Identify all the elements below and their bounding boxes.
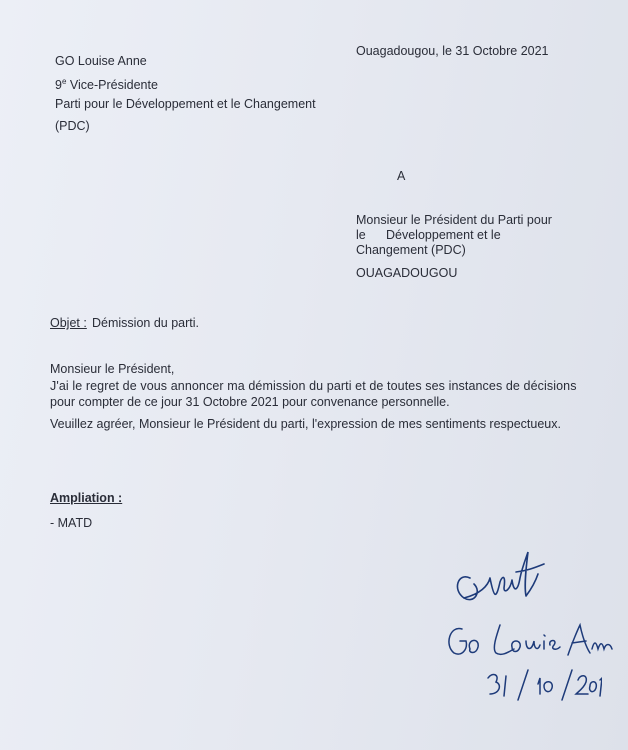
salutation: Monsieur le Président,	[50, 362, 175, 376]
signature-scribble	[440, 538, 560, 618]
body-paragraph-2: Veuillez agréer, Monsieur le Président du parti, l'expression de mes sentiments respectueux.	[50, 417, 561, 431]
recipient-line2a: le	[356, 228, 366, 242]
ampliation-label: Ampliation :	[50, 491, 123, 505]
recipient-line3: Changement (PDC)	[356, 243, 466, 257]
body-paragraph-1-line-1: J'ai le regret de vous annoncer ma démission du parti et de toutes ses instances de décisions	[50, 379, 577, 393]
sender-party: Parti pour le Développement et le Changement	[55, 97, 316, 111]
subject-label: Objet :	[50, 316, 87, 330]
place-date: Ouagadougou, le 31 Octobre 2021	[356, 44, 549, 58]
sender-name: GO Louise Anne	[55, 54, 147, 68]
recipient-city: OUAGADOUGOU	[356, 266, 458, 280]
recipient-line2b: Développement et le	[386, 228, 501, 242]
recipient-line1: Monsieur le Président du Parti pour	[356, 213, 552, 227]
handwritten-date	[482, 664, 602, 708]
subject-text: Démission du parti.	[92, 316, 199, 330]
recipient-prefix: A	[397, 169, 406, 183]
sender-party-abbr: (PDC)	[55, 119, 90, 133]
handwritten-name	[440, 615, 620, 665]
ampliation-item: - MATD	[50, 516, 93, 530]
sender-title: 9e Vice-Présidente	[55, 77, 158, 93]
body-paragraph-1-line-2: pour compter de ce jour 31 Octobre 2021 pour convenance personnelle.	[50, 395, 450, 409]
